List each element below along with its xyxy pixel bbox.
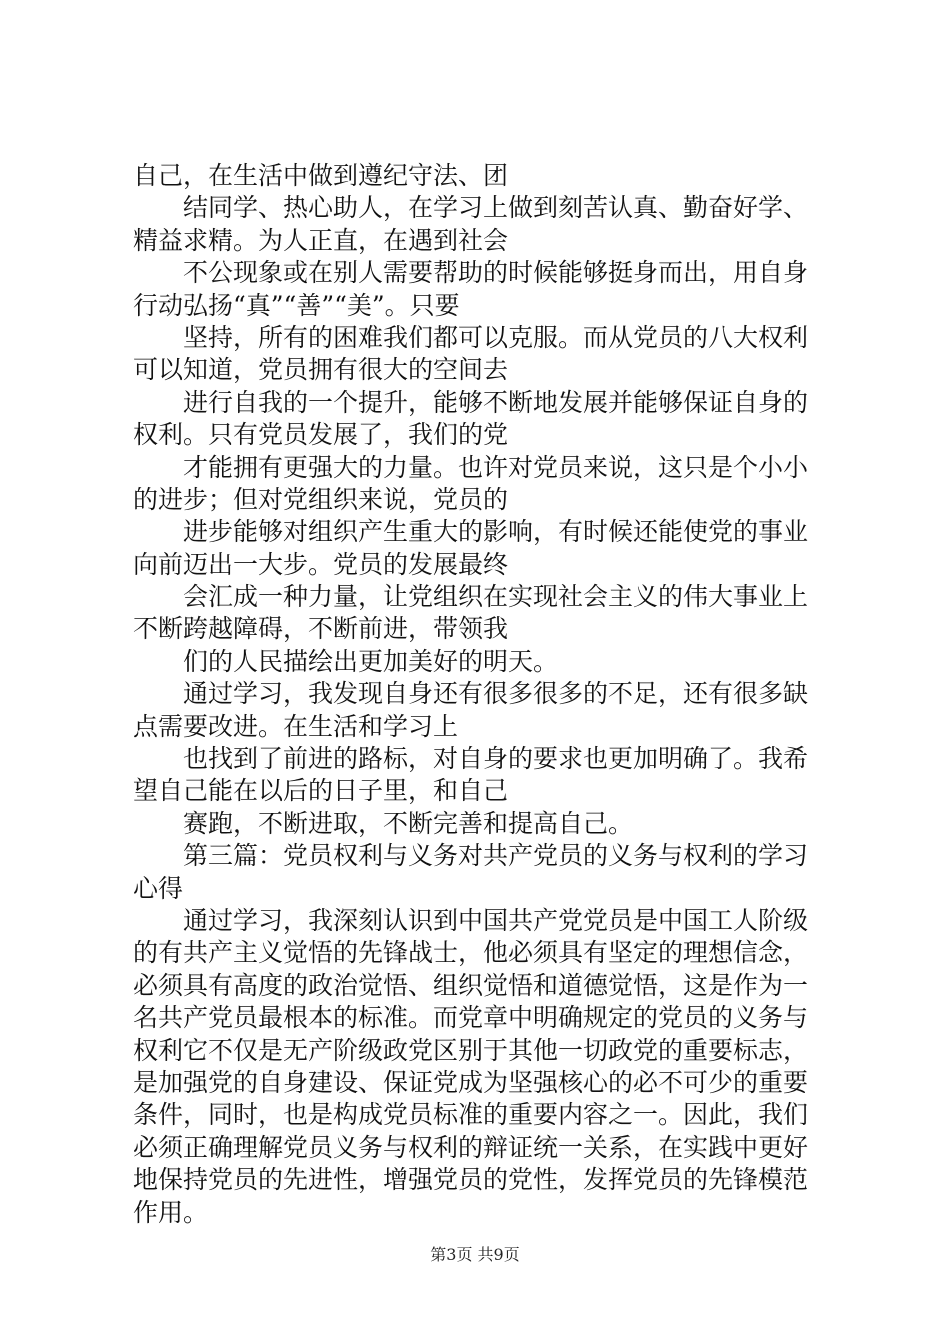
text-line: 赛跑，不断进取，不断完善和提高自己。	[183, 808, 634, 838]
page-number-footer: 第3页 共9页	[430, 1245, 520, 1264]
text-line: 行动弘扬“真”“善”“美”。只要	[133, 290, 460, 320]
text-line: 们的人民描绘出更加美好的明天。	[183, 646, 559, 676]
text-line: 的进步；但对党组织来说，党员的	[133, 484, 509, 514]
text-line: 自己，在生活中做到遵纪守法、团	[133, 161, 509, 190]
text-line: 结同学、热心助人，在学习上做到刻苦认真、勤奋好学、	[183, 193, 809, 223]
text-line: 向前迈出一大步。党员的发展最终	[133, 549, 509, 579]
text-line: 可以知道，党员拥有很大的空间去	[133, 355, 509, 385]
body-text	[133, 160, 833, 1229]
text-line: 权利。只有党员发展了，我们的党	[133, 420, 509, 450]
text-line: 权利它不仅是无产阶级政党区别于其他一切政党的重要标志，	[133, 1035, 809, 1065]
text-line: 条件，同时，也是构成党员标准的重要内容之一。因此，我们	[133, 1100, 809, 1130]
text-line: 必须正确理解党员义务与权利的辩证统一关系，在实践中更好	[133, 1132, 809, 1162]
text-line: 第三篇：党员权利与义务对共产党员的义务与权利的学习	[183, 841, 809, 871]
text-line: 作用。	[133, 1197, 209, 1227]
text-line: 点需要改进。在生活和学习上	[133, 711, 459, 741]
text-line: 地保持党员的先进性，增强党员的党性，发挥党员的先锋模范	[133, 1165, 809, 1195]
text-line: 心得	[133, 873, 184, 903]
text-line: 也找到了前进的路标，对自身的要求也更加明确了。我希	[183, 744, 809, 774]
text-line: 是加强党的自身建设、保证党成为坚强核心的必不可少的重要	[133, 1067, 809, 1097]
text-line: 必须具有高度的政治觉悟、组织觉悟和道德觉悟，这是作为一	[133, 970, 809, 1000]
text-line: 进步能够对组织产生重大的影响，有时候还能使党的事业	[183, 517, 809, 547]
text-line: 坚持，所有的困难我们都可以克服。而从党员的八大权利	[183, 322, 809, 352]
text-line: 望自己能在以后的日子里，和自己	[133, 776, 509, 806]
text-line: 不断跨越障碍，不断前进，带领我	[133, 614, 509, 644]
text-line: 通过学习，我深刻认识到中国共产党党员是中国工人阶级	[183, 905, 809, 935]
text-line: 会汇成一种力量，让党组织在实现社会主义的伟大事业上	[183, 582, 809, 612]
text-line: 进行自我的一个提升，能够不断地发展并能够保证自身的	[183, 387, 809, 417]
text-line: 才能拥有更强大的力量。也许对党员来说，这只是个小小	[183, 452, 809, 482]
text-line: 不公现象或在别人需要帮助的时候能够挺身而出，用自身	[183, 258, 809, 288]
text-line: 通过学习，我发现自身还有很多很多的不足，还有很多缺	[183, 679, 809, 709]
text-line: 的有共产主义觉悟的先锋战士，他必须具有坚定的理想信念，	[133, 938, 809, 968]
text-line: 精益求精。为人正直，在遇到社会	[133, 225, 509, 255]
text-line: 名共产党员最根本的标准。而党章中明确规定的党员的义务与	[133, 1003, 809, 1033]
